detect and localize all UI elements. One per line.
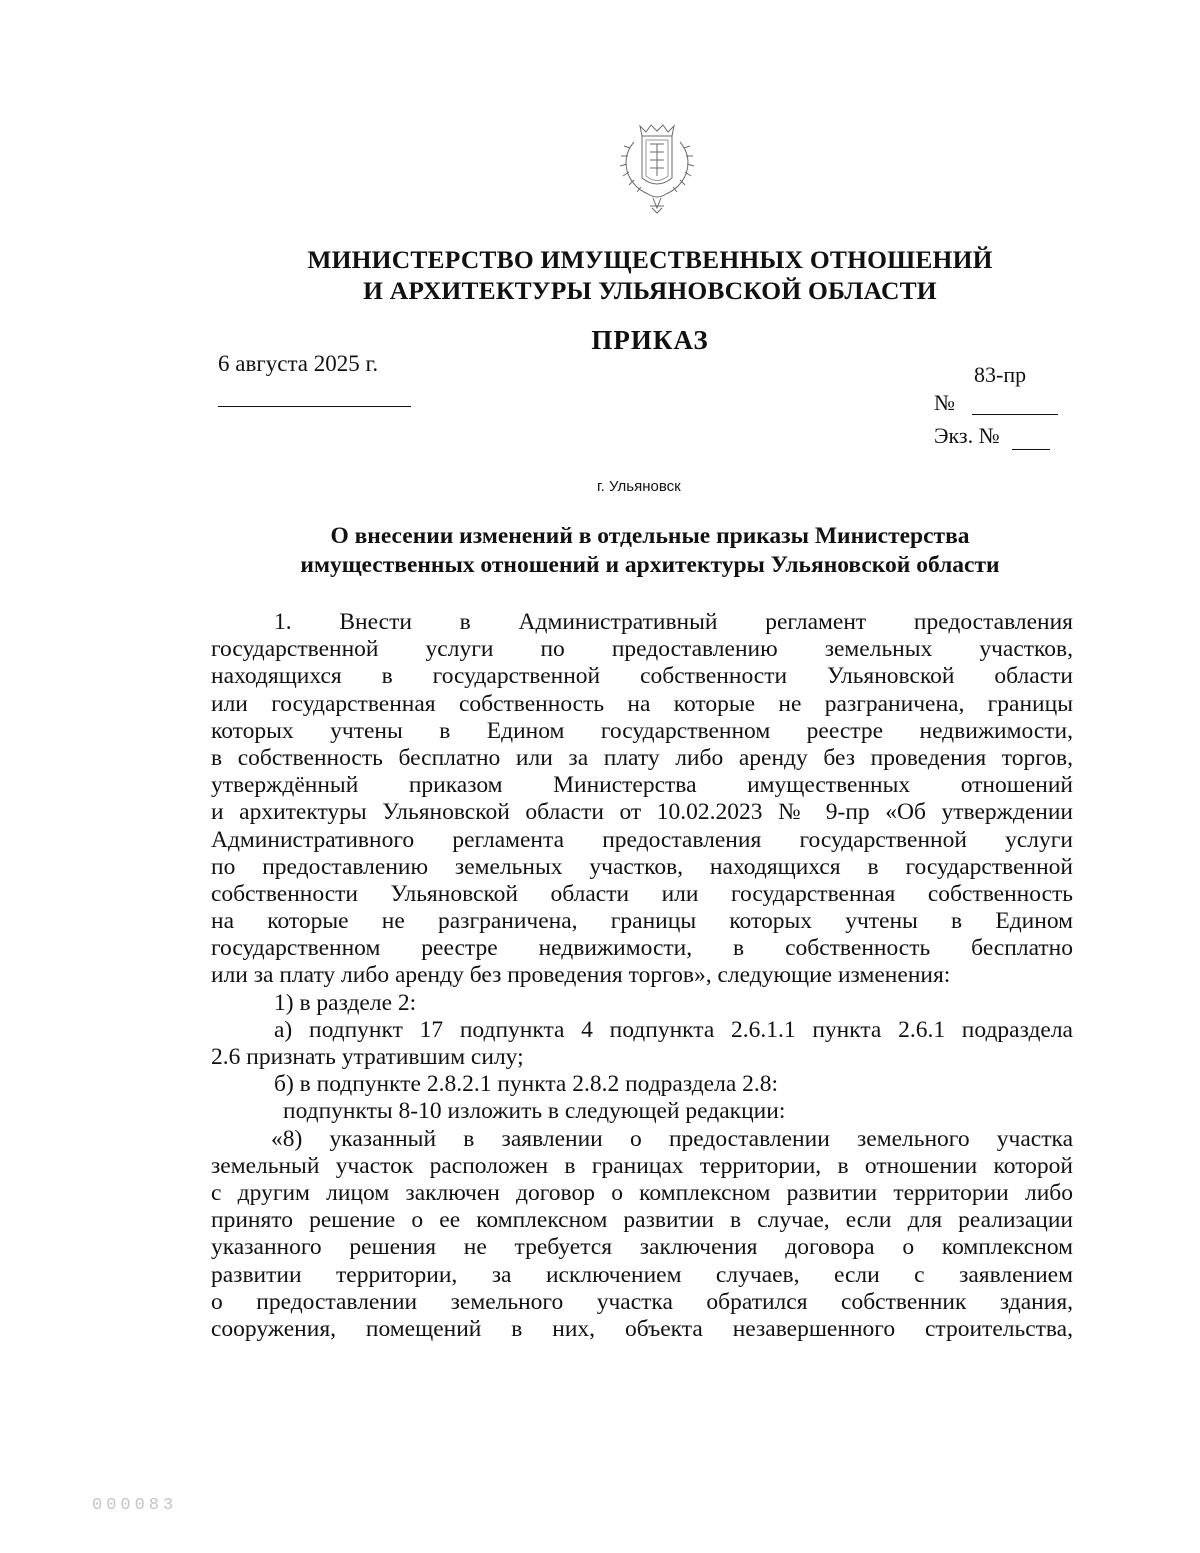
body-line: утверждённый приказом Министерства имущественных отношений xyxy=(211,772,1073,799)
body-line: или государственная собственность на которые не разграничена, границы xyxy=(211,690,1073,717)
ulyanovsk-coat-of-arms-icon xyxy=(612,122,702,214)
body-line: и архитектуры Ульяновской области от 10.02.2023 № 9-пр «Об утверждении xyxy=(211,799,1073,826)
copy-number-underline xyxy=(1012,449,1050,450)
body-line: 1. Внести в Административный регламент предоставления xyxy=(274,609,1073,635)
body-line: находящихся в государственной собственности Ульяновской области xyxy=(211,663,1073,690)
body-line: «8) указанный в заявлении о предоставлении земельного участка xyxy=(271,1125,1073,1152)
number-label: № xyxy=(934,390,955,415)
body-line: о предоставлении земельного участка обратился собственник здания, xyxy=(211,1288,1073,1315)
body-line: земельный участок расположен в границах территории, в отношении которой xyxy=(211,1152,1073,1179)
body-line: которых учтены в Едином государственном реестре недвижимости, xyxy=(211,717,1073,744)
body-line: 1) в разделе 2: xyxy=(274,989,417,1016)
body-line: с другим лицом заключен договор о комплексном развитии территории либо xyxy=(211,1179,1073,1206)
body-line: по предоставлению земельных участков, находящихся в государственной xyxy=(211,853,1073,880)
order-date: 6 августа 2025 г. xyxy=(218,351,379,376)
body-line: развитии территории, за исключением случаев, если с заявлением xyxy=(211,1261,1073,1288)
body-line: принято решение о ее комплексном развитии в случае, если для реализации xyxy=(211,1207,1073,1234)
body-line: собственности Ульяновской области или государственная собственность xyxy=(211,880,1073,907)
city: г. Ульяновск xyxy=(597,478,681,495)
body-line: 2.6 признать утратившим силу; xyxy=(211,1044,524,1070)
ministry-name-line-2: И АРХИТЕКТУРЫ УЛЬЯНОВСКОЙ ОБЛАСТИ xyxy=(363,276,937,305)
body-line: в собственность бесплатно или за плату либо аренду без проведения торгов, xyxy=(211,744,1073,771)
page-stamp-number: 000083 xyxy=(92,1496,178,1515)
ministry-name-line-1: МИНИСТЕРСТВО ИМУЩЕСТВЕННЫХ ОТНОШЕНИЙ xyxy=(307,245,993,274)
number-underline xyxy=(972,414,1058,415)
body-line: а) подпункт 17 подпункта 4 подпункта 2.6.1.1 пункта 2.6.1 подраздела xyxy=(274,1016,1073,1043)
body-line: Административного регламента предоставления государственной услуги xyxy=(211,826,1073,853)
body-line: или за плату либо аренду без проведения торгов», следующие изменения: xyxy=(211,962,951,989)
date-underline xyxy=(218,406,411,407)
body-line: указанного решения не требуется заключения договора о комплексном xyxy=(211,1234,1073,1261)
order-body xyxy=(211,609,1073,1343)
body-line: подпункты 8-10 изложить в следующей редакции: xyxy=(283,1098,786,1125)
document-type: ПРИКАЗ xyxy=(591,325,709,355)
body-line: сооружения, помещений в них, объекта незавершенного строительства, xyxy=(211,1315,1073,1342)
body-line: государственной услуги по предоставлению земельных участков, xyxy=(211,636,1073,663)
order-title-line-1: О внесении изменений в отдельные приказы Министерства xyxy=(330,523,970,549)
order-number: 83-пр xyxy=(974,362,1027,387)
body-line: государственном реестре недвижимости, в собственность бесплатно xyxy=(211,935,1073,962)
order-title-line-2: имущественных отношений и архитектуры Ульяновской области xyxy=(300,552,1000,578)
copy-number-label: Экз. № xyxy=(934,423,1000,448)
body-line: на которые не разграничена, границы которых учтены в Едином xyxy=(211,908,1073,935)
body-line: б) в подпункте 2.8.2.1 пункта 2.8.2 подраздела 2.8: xyxy=(274,1071,779,1098)
